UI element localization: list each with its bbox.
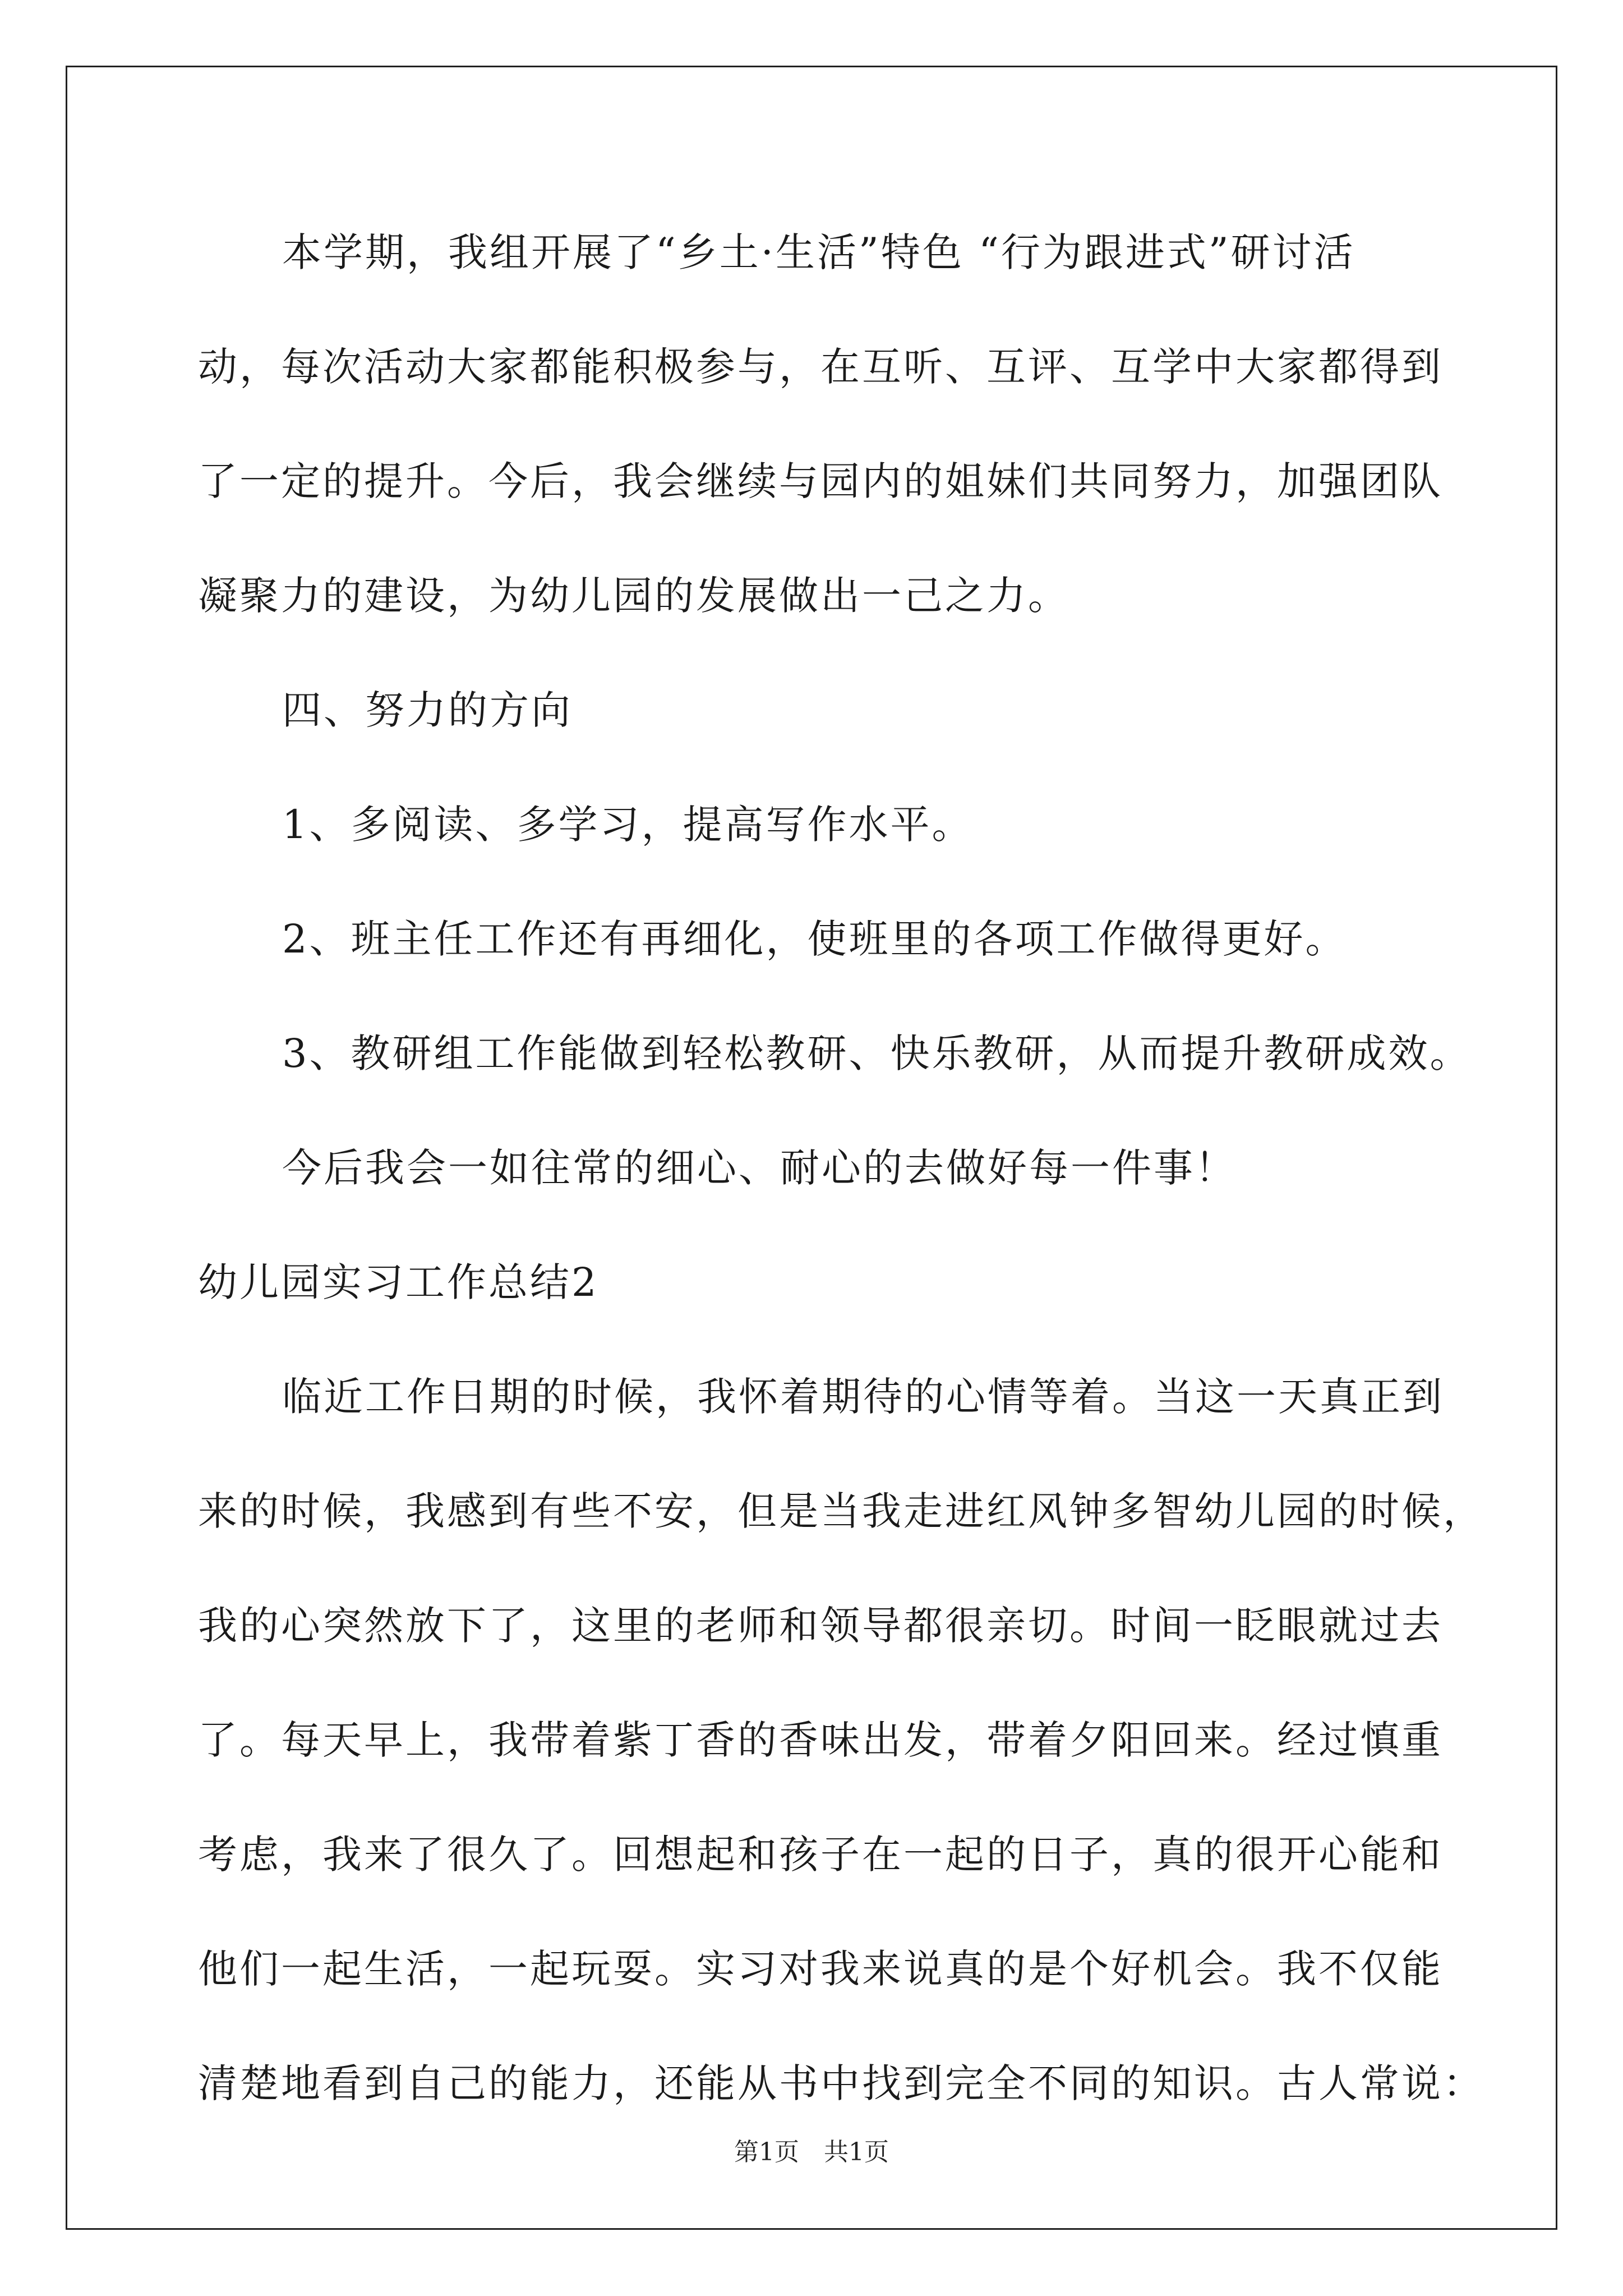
paragraph-line: 本学期，我组开展了“乡土·生活”特色 “行为跟进式”研讨活 xyxy=(282,229,1355,275)
paragraph-line: 动，每次活动大家都能积极参与，在互听、互评、互学中大家都得到 xyxy=(198,344,1443,390)
page-footer: 第1页 共1页 xyxy=(734,2138,889,2166)
list-item: 2、班主任工作还有再细化，使班里的各项工作做得更好。 xyxy=(282,916,1347,962)
document-body xyxy=(198,199,1484,2145)
list-item: 3、教研组工作能做到轻松教研、快乐教研，从而提升教研成效。 xyxy=(282,1030,1472,1076)
paragraph-line: 考虑，我来了很久了。回想起和孩子在一起的日子，真的很开心能和 xyxy=(198,1832,1443,1878)
paragraph-line: 了一定的提升。今后，我会继续与园内的姐妹们共同努力，加强团队 xyxy=(198,458,1443,504)
document-title: 幼儿园实习工作总结2 xyxy=(198,1259,599,1305)
paragraph-line: 临近工作日期的时候，我怀着期待的心情等着。当这一天真正到 xyxy=(282,1374,1444,1420)
paragraph-line: 来的时候，我感到有些不安，但是当我走进红风钟多智幼儿园的时候， xyxy=(198,1488,1484,1534)
paragraph-line: 今后我会一如往常的细心、耐心的去做好每一件事！ xyxy=(282,1145,1237,1191)
list-item: 1、多阅读、多学习，提高写作水平。 xyxy=(282,802,974,848)
paragraph-line: 凝聚力的建设，为幼儿园的发展做出一己之力。 xyxy=(198,573,1069,619)
paragraph-line: 他们一起生活，一起玩耍。实习对我来说真的是个好机会。我不仅能 xyxy=(198,1946,1443,1992)
paragraph-line: 我的心突然放下了，这里的老师和领导都很亲切。时间一眨眼就过去 xyxy=(198,1603,1443,1649)
section-heading: 四、努力的方向 xyxy=(282,687,573,733)
paragraph-line: 清楚地看到自己的能力，还能从书中找到完全不同的知识。古人常说： xyxy=(198,2060,1484,2106)
paragraph-line: 了。每天早上，我带着紫丁香的香味出发，带着夕阳回来。经过慎重 xyxy=(198,1717,1443,1763)
